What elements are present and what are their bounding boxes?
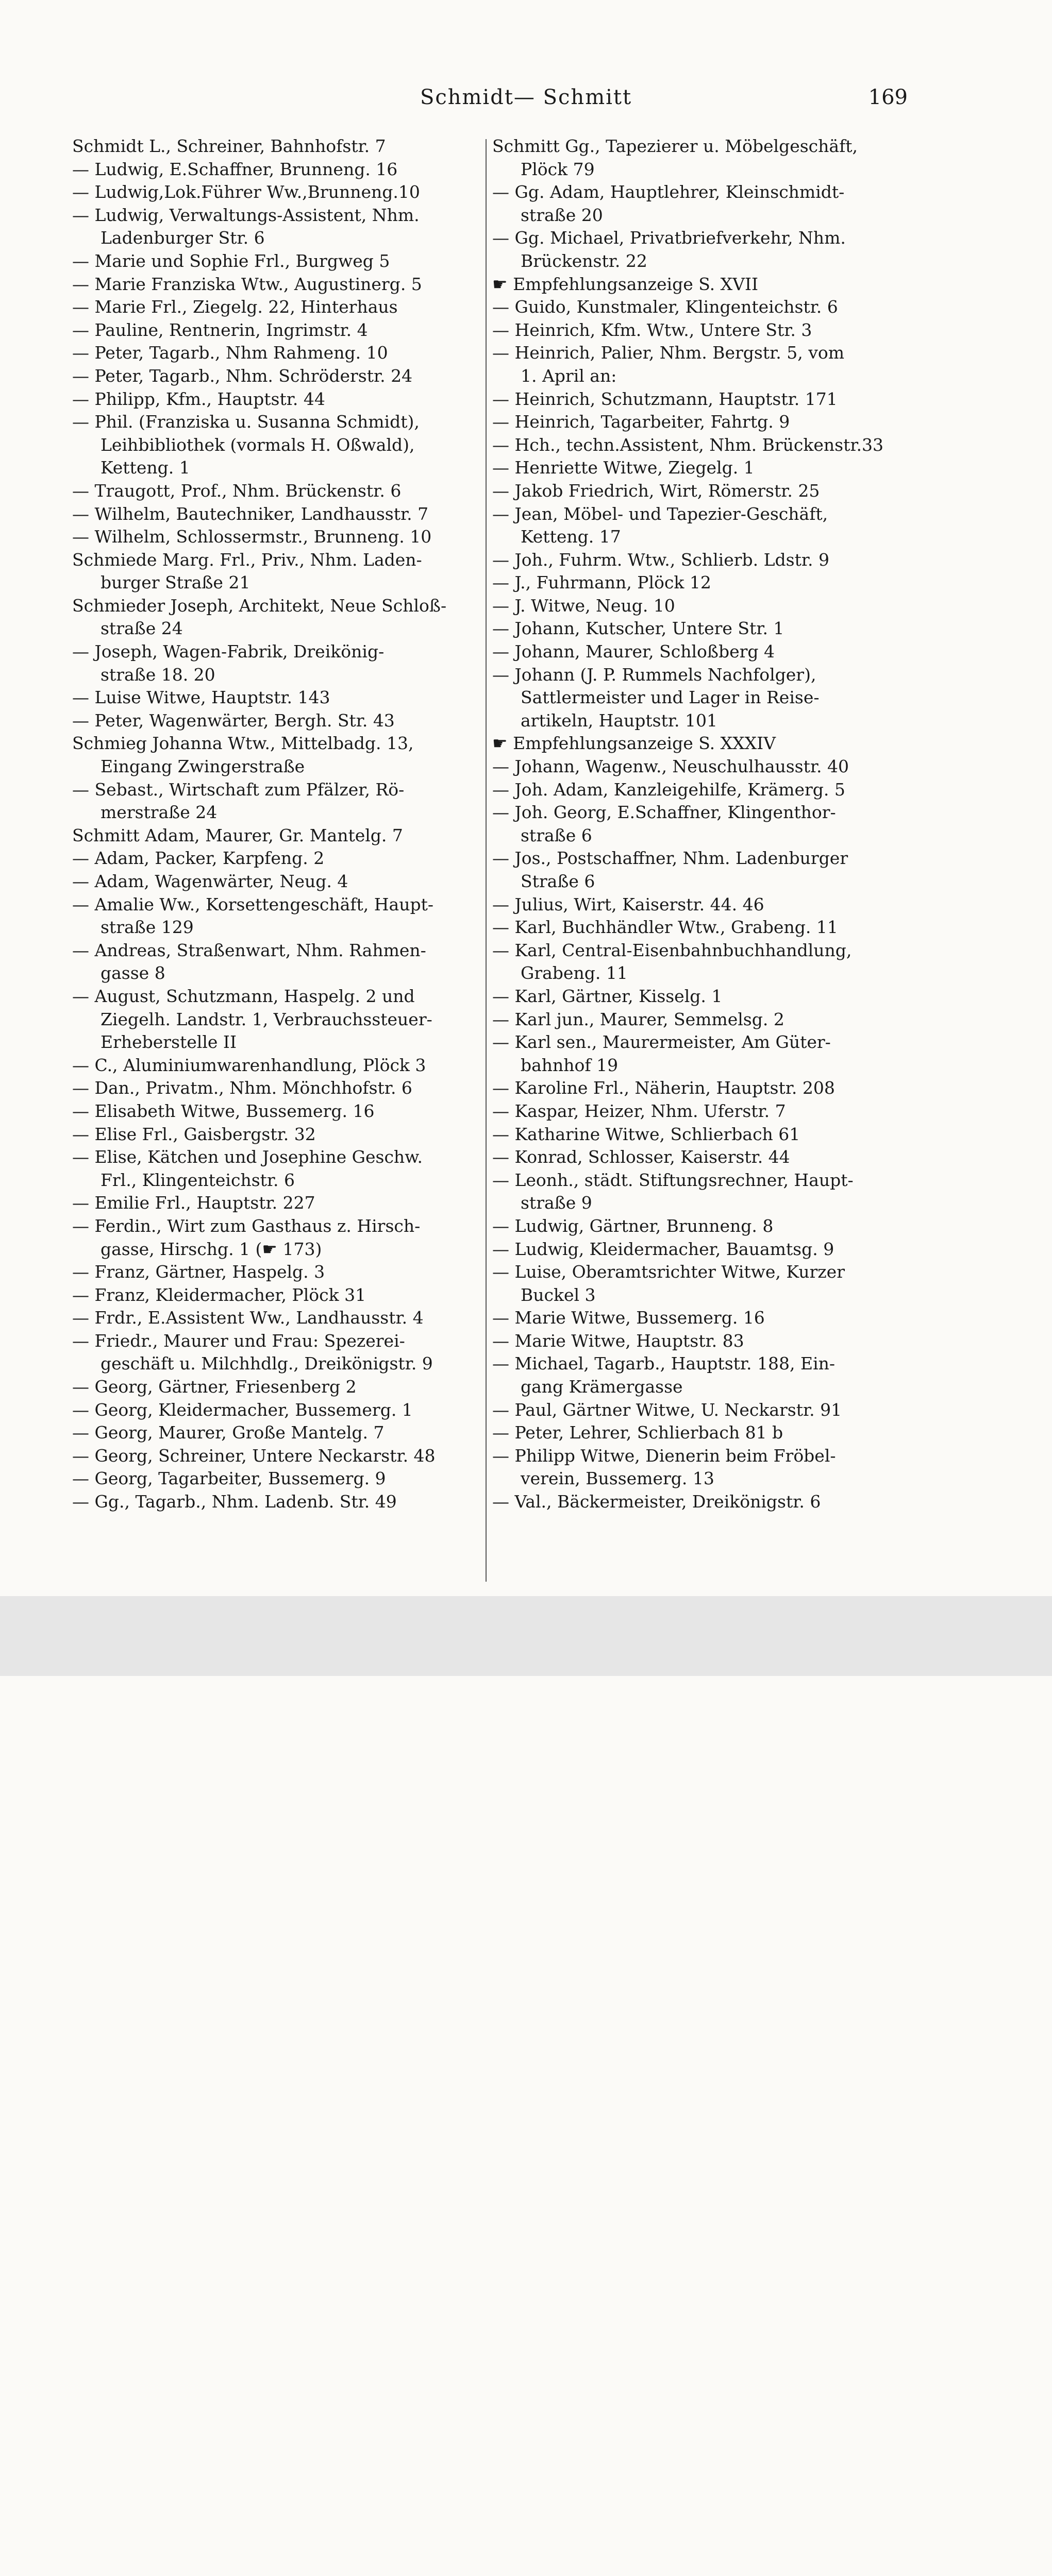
directory-entry: — Henriette Witwe, Ziegelg. 1 — [492, 457, 755, 478]
entry-continuation: Buckel 3 — [521, 1284, 596, 1305]
directory-entry: — Ferdin., Wirt zum Gasthaus z. Hirsch- — [72, 1215, 421, 1236]
directory-entry: — Dan., Privatm., Nhm. Mönchhofstr. 6 — [72, 1078, 412, 1098]
directory-entry: — Franz, Gärtner, Haspelg. 3 — [72, 1262, 325, 1282]
directory-entry: — Karl, Central-Eisenbahnbuchhandlung, — [492, 940, 852, 960]
entry-continuation: straße 6 — [521, 825, 592, 845]
entry-continuation: Straße 6 — [521, 871, 595, 891]
directory-entry: — Guido, Kunstmaler, Klingenteichstr. 6 — [492, 297, 838, 317]
entry-continuation: burger Straße 21 — [101, 572, 251, 593]
directory-entry: — Georg, Schreiner, Untere Neckarstr. 48 — [72, 1445, 436, 1466]
directory-entry: — Joh. Georg, E.Schaffner, Klingenthor- — [492, 802, 836, 823]
entry-continuation: Leihbibliothek (vormals H. Oßwald), — [101, 434, 415, 455]
directory-entry: — Paul, Gärtner Witwe, U. Neckarstr. 91 — [492, 1399, 842, 1420]
entry-continuation: Plöck 79 — [521, 159, 595, 179]
entry-continuation: Brückenstr. 22 — [521, 250, 647, 271]
directory-entry: — Johann, Kutscher, Untere Str. 1 — [492, 618, 784, 639]
directory-entry: — Luise Witwe, Hauptstr. 143 — [72, 687, 330, 708]
directory-entry: — Traugott, Prof., Nhm. Brückenstr. 6 — [72, 480, 402, 501]
entry-continuation: Ketteng. 17 — [521, 527, 621, 547]
entry-continuation: geschäft u. Milchhdlg., Dreikönigstr. 9 — [101, 1353, 433, 1374]
directory-entry: — Marie und Sophie Frl., Burgweg 5 — [72, 250, 390, 271]
directory-entry: — Joh., Fuhrm. Wtw., Schlierb. Ldstr. 9 — [492, 549, 829, 570]
directory-entry: Schmieder Joseph, Architekt, Neue Schloß- — [72, 595, 447, 616]
directory-entry: — Pauline, Rentnerin, Ingrimstr. 4 — [72, 319, 368, 340]
directory-entry: — Wilhelm, Schlossermstr., Brunneng. 10 — [72, 527, 432, 547]
directory-entry: — Jean, Möbel- und Tapezier-Geschäft, — [492, 503, 828, 524]
directory-entry: ☛ Empfehlungsanzeige S. XVII — [492, 274, 759, 294]
directory-entry: — Marie Frl., Ziegelg. 22, Hinterhaus — [72, 297, 398, 317]
directory-entry: — Johann (J. P. Rummels Nachfolger), — [492, 664, 816, 685]
directory-entry: — Johann, Wagenw., Neuschulhausstr. 40 — [492, 756, 849, 777]
directory-entry: — Georg, Gärtner, Friesenberg 2 — [72, 1377, 357, 1397]
directory-entry: — Val., Bäckermeister, Dreikönigstr. 6 — [492, 1492, 821, 1512]
entry-continuation: artikeln, Hauptstr. 101 — [521, 710, 717, 731]
directory-entry: — Heinrich, Tagarbeiter, Fahrtg. 9 — [492, 412, 790, 432]
directory-entry: — Jakob Friedrich, Wirt, Römerstr. 25 — [492, 480, 820, 501]
directory-entry: — Elise Frl., Gaisbergstr. 32 — [72, 1124, 316, 1144]
directory-entry: — Friedr., Maurer und Frau: Spezerei- — [72, 1330, 405, 1351]
viewer-footer — [0, 1596, 1052, 1676]
directory-entry: — Karoline Frl., Näherin, Hauptstr. 208 — [492, 1078, 835, 1098]
entry-continuation: straße 24 — [101, 618, 183, 639]
directory-entry: — Gg. Adam, Hauptlehrer, Kleinschmidt- — [492, 182, 845, 202]
entry-continuation: straße 129 — [101, 917, 194, 938]
entry-continuation: Erheberstelle II — [101, 1032, 237, 1053]
directory-entry: — Ludwig, Verwaltungs-Assistent, Nhm. — [72, 205, 420, 225]
directory-entry: — Gg. Michael, Privatbriefverkehr, Nhm. — [492, 228, 846, 248]
directory-entry: — Amalie Ww., Korsettengeschäft, Haupt- — [72, 894, 434, 914]
directory-entry: — Ludwig, Gärtner, Brunneng. 8 — [492, 1215, 774, 1236]
entry-continuation: Ladenburger Str. 6 — [101, 228, 265, 248]
directory-entry: — Adam, Packer, Karpfeng. 2 — [72, 848, 325, 869]
directory-entry: — Phil. (Franziska u. Susanna Schmidt), — [72, 412, 420, 432]
directory-entry: — Hch., techn.Assistent, Nhm. Brückenstr.33 — [492, 434, 883, 455]
column-divider — [486, 139, 487, 1582]
directory-entry: Schmitt Adam, Maurer, Gr. Mantelg. 7 — [72, 825, 403, 845]
entry-continuation: bahnhof 19 — [521, 1055, 619, 1075]
page-number: 169 — [868, 86, 908, 109]
entry-continuation: gasse, Hirschg. 1 (☛ 173) — [101, 1239, 322, 1259]
directory-entry: — Katharine Witwe, Schlierbach 61 — [492, 1124, 800, 1144]
directory-entry: — Marie Witwe, Bussemerg. 16 — [492, 1308, 765, 1328]
directory-entry: — Emilie Frl., Hauptstr. 227 — [72, 1193, 315, 1213]
entry-continuation: Frl., Klingenteichstr. 6 — [101, 1170, 295, 1190]
running-header: Schmidt— Schmitt — [420, 86, 632, 109]
directory-entry: — Karl sen., Maurermeister, Am Güter- — [492, 1032, 831, 1053]
directory-entry: — Andreas, Straßenwart, Nhm. Rahmen- — [72, 940, 426, 960]
directory-entry: — Georg, Kleidermacher, Bussemerg. 1 — [72, 1399, 413, 1420]
directory-entry: — Peter, Wagenwärter, Bergh. Str. 43 — [72, 710, 395, 731]
directory-entry: — Georg, Tagarbeiter, Bussemerg. 9 — [72, 1468, 386, 1489]
directory-entry: — Elisabeth Witwe, Bussemerg. 16 — [72, 1100, 375, 1121]
directory-entry: Schmieg Johanna Wtw., Mittelbadg. 13, — [72, 733, 414, 754]
entry-continuation: Sattlermeister und Lager in Reise- — [521, 687, 820, 708]
directory-entry: — Julius, Wirt, Kaiserstr. 44. 46 — [492, 894, 764, 914]
entry-continuation: 1. April an: — [521, 365, 617, 386]
directory-entry: — Gg., Tagarb., Nhm. Ladenb. Str. 49 — [72, 1492, 397, 1512]
directory-entry: — Karl, Buchhändler Wtw., Grabeng. 11 — [492, 917, 838, 938]
directory-entry: — Frdr., E.Assistent Ww., Landhausstr. 4 — [72, 1308, 424, 1328]
entry-continuation: straße 9 — [521, 1193, 592, 1213]
directory-entry: — Leonh., städt. Stiftungsrechner, Haupt- — [492, 1170, 854, 1190]
entry-continuation: Eingang Zwingerstraße — [101, 756, 305, 777]
directory-entry: — Joh. Adam, Kanzleigehilfe, Krämerg. 5 — [492, 779, 845, 800]
entry-continuation: straße 20 — [521, 205, 603, 225]
directory-entry: — Marie Franziska Wtw., Augustinerg. 5 — [72, 274, 422, 294]
directory-entry: — Sebast., Wirtschaft zum Pfälzer, Rö- — [72, 779, 405, 800]
directory-entry: — Franz, Kleidermacher, Plöck 31 — [72, 1284, 366, 1305]
directory-entry: — Philipp, Kfm., Hauptstr. 44 — [72, 388, 325, 409]
directory-entry: — Michael, Tagarb., Hauptstr. 188, Ein- — [492, 1353, 836, 1374]
directory-entry: — Jos., Postschaffner, Nhm. Ladenburger — [492, 848, 848, 869]
directory-entry: — Peter, Tagarb., Nhm Rahmeng. 10 — [72, 343, 388, 363]
directory-entry: Schmitt Gg., Tapezierer u. Möbelgeschäft, — [492, 136, 858, 156]
directory-entry: — J., Fuhrmann, Plöck 12 — [492, 572, 711, 593]
left-column — [72, 135, 482, 1514]
directory-entry: — Elise, Kätchen und Josephine Geschw. — [72, 1147, 423, 1167]
directory-entry: — Ludwig, Kleidermacher, Bauamtsg. 9 — [492, 1239, 834, 1259]
right-column — [492, 135, 899, 1514]
directory-entry: — Heinrich, Schutzmann, Hauptstr. 171 — [492, 388, 838, 409]
directory-entry: — Karl jun., Maurer, Semmelsg. 2 — [492, 1009, 784, 1029]
directory-entry: — Marie Witwe, Hauptstr. 83 — [492, 1330, 744, 1351]
entry-continuation: verein, Bussemerg. 13 — [521, 1468, 714, 1489]
directory-entry: — Adam, Wagenwärter, Neug. 4 — [72, 871, 348, 891]
entry-continuation: Ziegelh. Landstr. 1, Verbrauchssteuer- — [101, 1009, 432, 1029]
directory-entry: — Philipp Witwe, Dienerin beim Fröbel- — [492, 1445, 836, 1466]
entry-continuation: straße 18. 20 — [101, 664, 215, 685]
directory-entry: — Heinrich, Kfm. Wtw., Untere Str. 3 — [492, 319, 812, 340]
directory-entry: — Joseph, Wagen-Fabrik, Dreikönig- — [72, 641, 385, 662]
directory-entry: — Peter, Lehrer, Schlierbach 81 b — [492, 1422, 783, 1443]
directory-entry: Schmiede Marg. Frl., Priv., Nhm. Laden- — [72, 549, 422, 570]
directory-entry: — Heinrich, Palier, Nhm. Bergstr. 5, vom — [492, 343, 844, 363]
directory-entry: — Ludwig, E.Schaffner, Brunneng. 16 — [72, 159, 398, 179]
directory-entry: — Georg, Maurer, Große Mantelg. 7 — [72, 1422, 385, 1443]
directory-entry: — Kaspar, Heizer, Nhm. Uferstr. 7 — [492, 1100, 786, 1121]
directory-entry: — Peter, Tagarb., Nhm. Schröderstr. 24 — [72, 365, 413, 386]
directory-entry: ☛ Empfehlungsanzeige S. XXXIV — [492, 733, 776, 754]
entry-continuation: Ketteng. 1 — [101, 457, 190, 478]
directory-entry: — Wilhelm, Bautechniker, Landhausstr. 7 — [72, 503, 429, 524]
entry-continuation: merstraße 24 — [101, 802, 218, 823]
directory-entry: — Ludwig,Lok.Führer Ww.,Brunneng.10 — [72, 182, 420, 202]
directory-entry: — C., Aluminiumwarenhandlung, Plöck 3 — [72, 1055, 426, 1075]
directory-entry: — Luise, Oberamtsrichter Witwe, Kurzer — [492, 1262, 845, 1282]
directory-entry: — August, Schutzmann, Haspelg. 2 und — [72, 986, 415, 1006]
directory-entry: Schmidt L., Schreiner, Bahnhofstr. 7 — [72, 136, 386, 156]
directory-entry: — Konrad, Schlosser, Kaiserstr. 44 — [492, 1147, 790, 1167]
entry-continuation: Grabeng. 11 — [521, 963, 628, 984]
directory-entry: — Karl, Gärtner, Kisselg. 1 — [492, 986, 723, 1006]
entry-continuation: gasse 8 — [101, 963, 165, 984]
entry-continuation: gang Krämergasse — [521, 1377, 683, 1397]
directory-entry: — Johann, Maurer, Schloßberg 4 — [492, 641, 775, 662]
directory-entry: — J. Witwe, Neug. 10 — [492, 595, 675, 616]
